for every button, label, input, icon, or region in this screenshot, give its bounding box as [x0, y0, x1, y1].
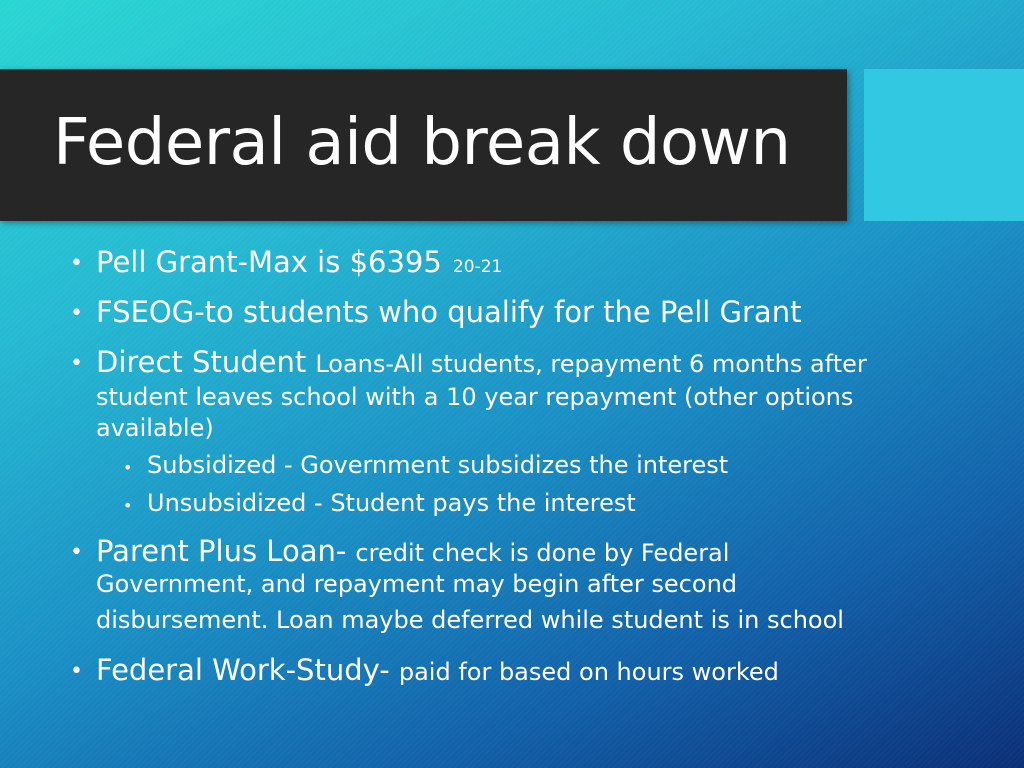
- bullet-continuation: available): [96, 414, 214, 442]
- bullet-parent-plus: [96, 534, 729, 568]
- bullet-pell-grant: [96, 245, 502, 279]
- bullet-fseog: [96, 295, 801, 329]
- bullet-lead: Direct Student: [96, 345, 307, 379]
- bullet-tail: credit check is done by Federal: [355, 539, 730, 567]
- bullet-dot-icon: •: [70, 351, 83, 376]
- sub-bullet-subsidized: Subsidized - Government subsidizes the interest: [147, 451, 729, 479]
- sub-bullet-dot-icon: •: [123, 458, 133, 477]
- bullet-lead: FSEOG-to students who qualify for the Pell Grant: [96, 295, 802, 329]
- bullet-continuation: disbursement. Loan maybe deferred while student is in school: [96, 606, 844, 634]
- bullet-continuation: student leaves school with a 10 year repayment (other options: [96, 383, 854, 411]
- bullet-lead: Pell Grant-Max is $6395: [96, 245, 442, 279]
- bullet-tail: Loans-All students, repayment 6 months after: [315, 350, 867, 378]
- bullet-tail: 20-21: [452, 257, 503, 277]
- bullet-lead: Parent Plus Loan-: [96, 534, 347, 568]
- slide-title: Federal aid break down: [53, 106, 791, 180]
- bullet-dot-icon: •: [70, 251, 83, 276]
- bullet-lead: Federal Work-Study-: [96, 653, 390, 687]
- bullet-direct-student: [96, 345, 867, 379]
- bullet-work-study: [96, 653, 779, 687]
- bullet-continuation: Government, and repayment may begin after second: [96, 570, 738, 598]
- bullet-dot-icon: •: [70, 540, 83, 565]
- bullet-dot-icon: •: [70, 659, 83, 684]
- sub-bullet-dot-icon: •: [123, 496, 133, 515]
- bullet-tail: paid for based on hours worked: [398, 658, 779, 686]
- sub-bullet-unsubsidized: Unsubsidized - Student pays the interest: [147, 489, 636, 517]
- bullet-dot-icon: •: [70, 301, 83, 326]
